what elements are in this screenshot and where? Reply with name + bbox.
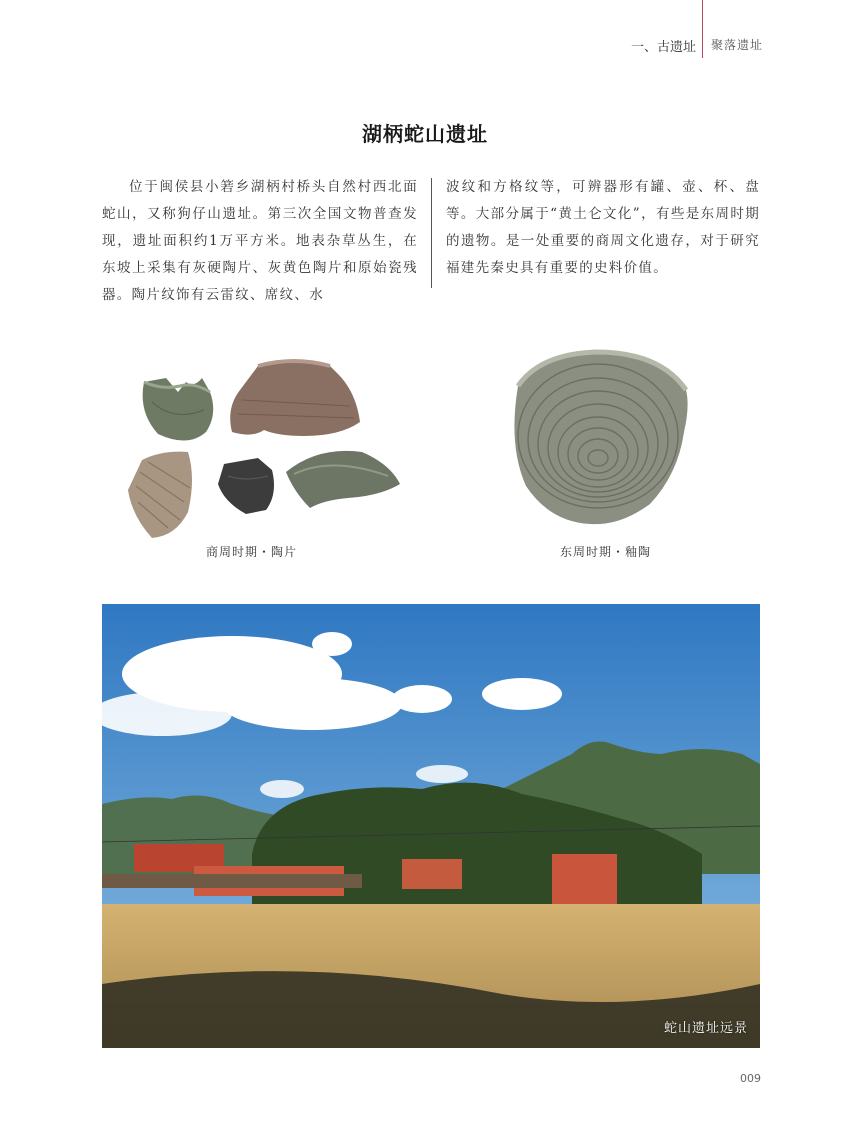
page-title: 湖柄蛇山遗址 [362, 122, 488, 146]
sherd-stamped-fragment [128, 452, 192, 538]
header-chapter: 一、古遗址 [630, 40, 696, 55]
header-divider [702, 0, 703, 58]
caption-bowl: 东周时期・釉陶 [560, 545, 652, 559]
landscape-photo [102, 604, 760, 1048]
body-text-left: 位于闽侯县小箬乡湖柄村桥头自然村西北面蛇山，又称狗仔山遗址。第三次全国文物普查发现，遗址面积约1万平方米。地表杂草丛生，在东坡上采集有灰硬陶片、灰黄色陶片和原始瓷残器。陶片纹饰有云雷纹、席纹、水 [102, 179, 418, 303]
sherd-bowl-fragment [143, 378, 214, 441]
sherd-dark-fragment [218, 458, 274, 514]
header-section: 聚落遗址 [711, 38, 764, 52]
caption-sherds: 商周时期・陶片 [206, 545, 298, 559]
sherd-curved-fragment [286, 451, 400, 508]
caption-photo: 蛇山遗址远景 [663, 1021, 748, 1036]
landscape-illustration [102, 604, 760, 1048]
glazed-bowl-image [500, 346, 696, 530]
pottery-sherds-image [118, 352, 408, 544]
page-number: 009 [740, 1072, 761, 1085]
column-divider [431, 178, 432, 288]
sherd-jar-fragment [230, 361, 360, 436]
body-text-right: 波纹和方格纹等，可辨器形有罐、壶、杯、盘等。大部分属于“黄土仑文化”，有些是东周时期的遗物。是一处重要的商周文化遗存，对于研究福建先秦史具有重要的史料价值。 [446, 179, 760, 276]
